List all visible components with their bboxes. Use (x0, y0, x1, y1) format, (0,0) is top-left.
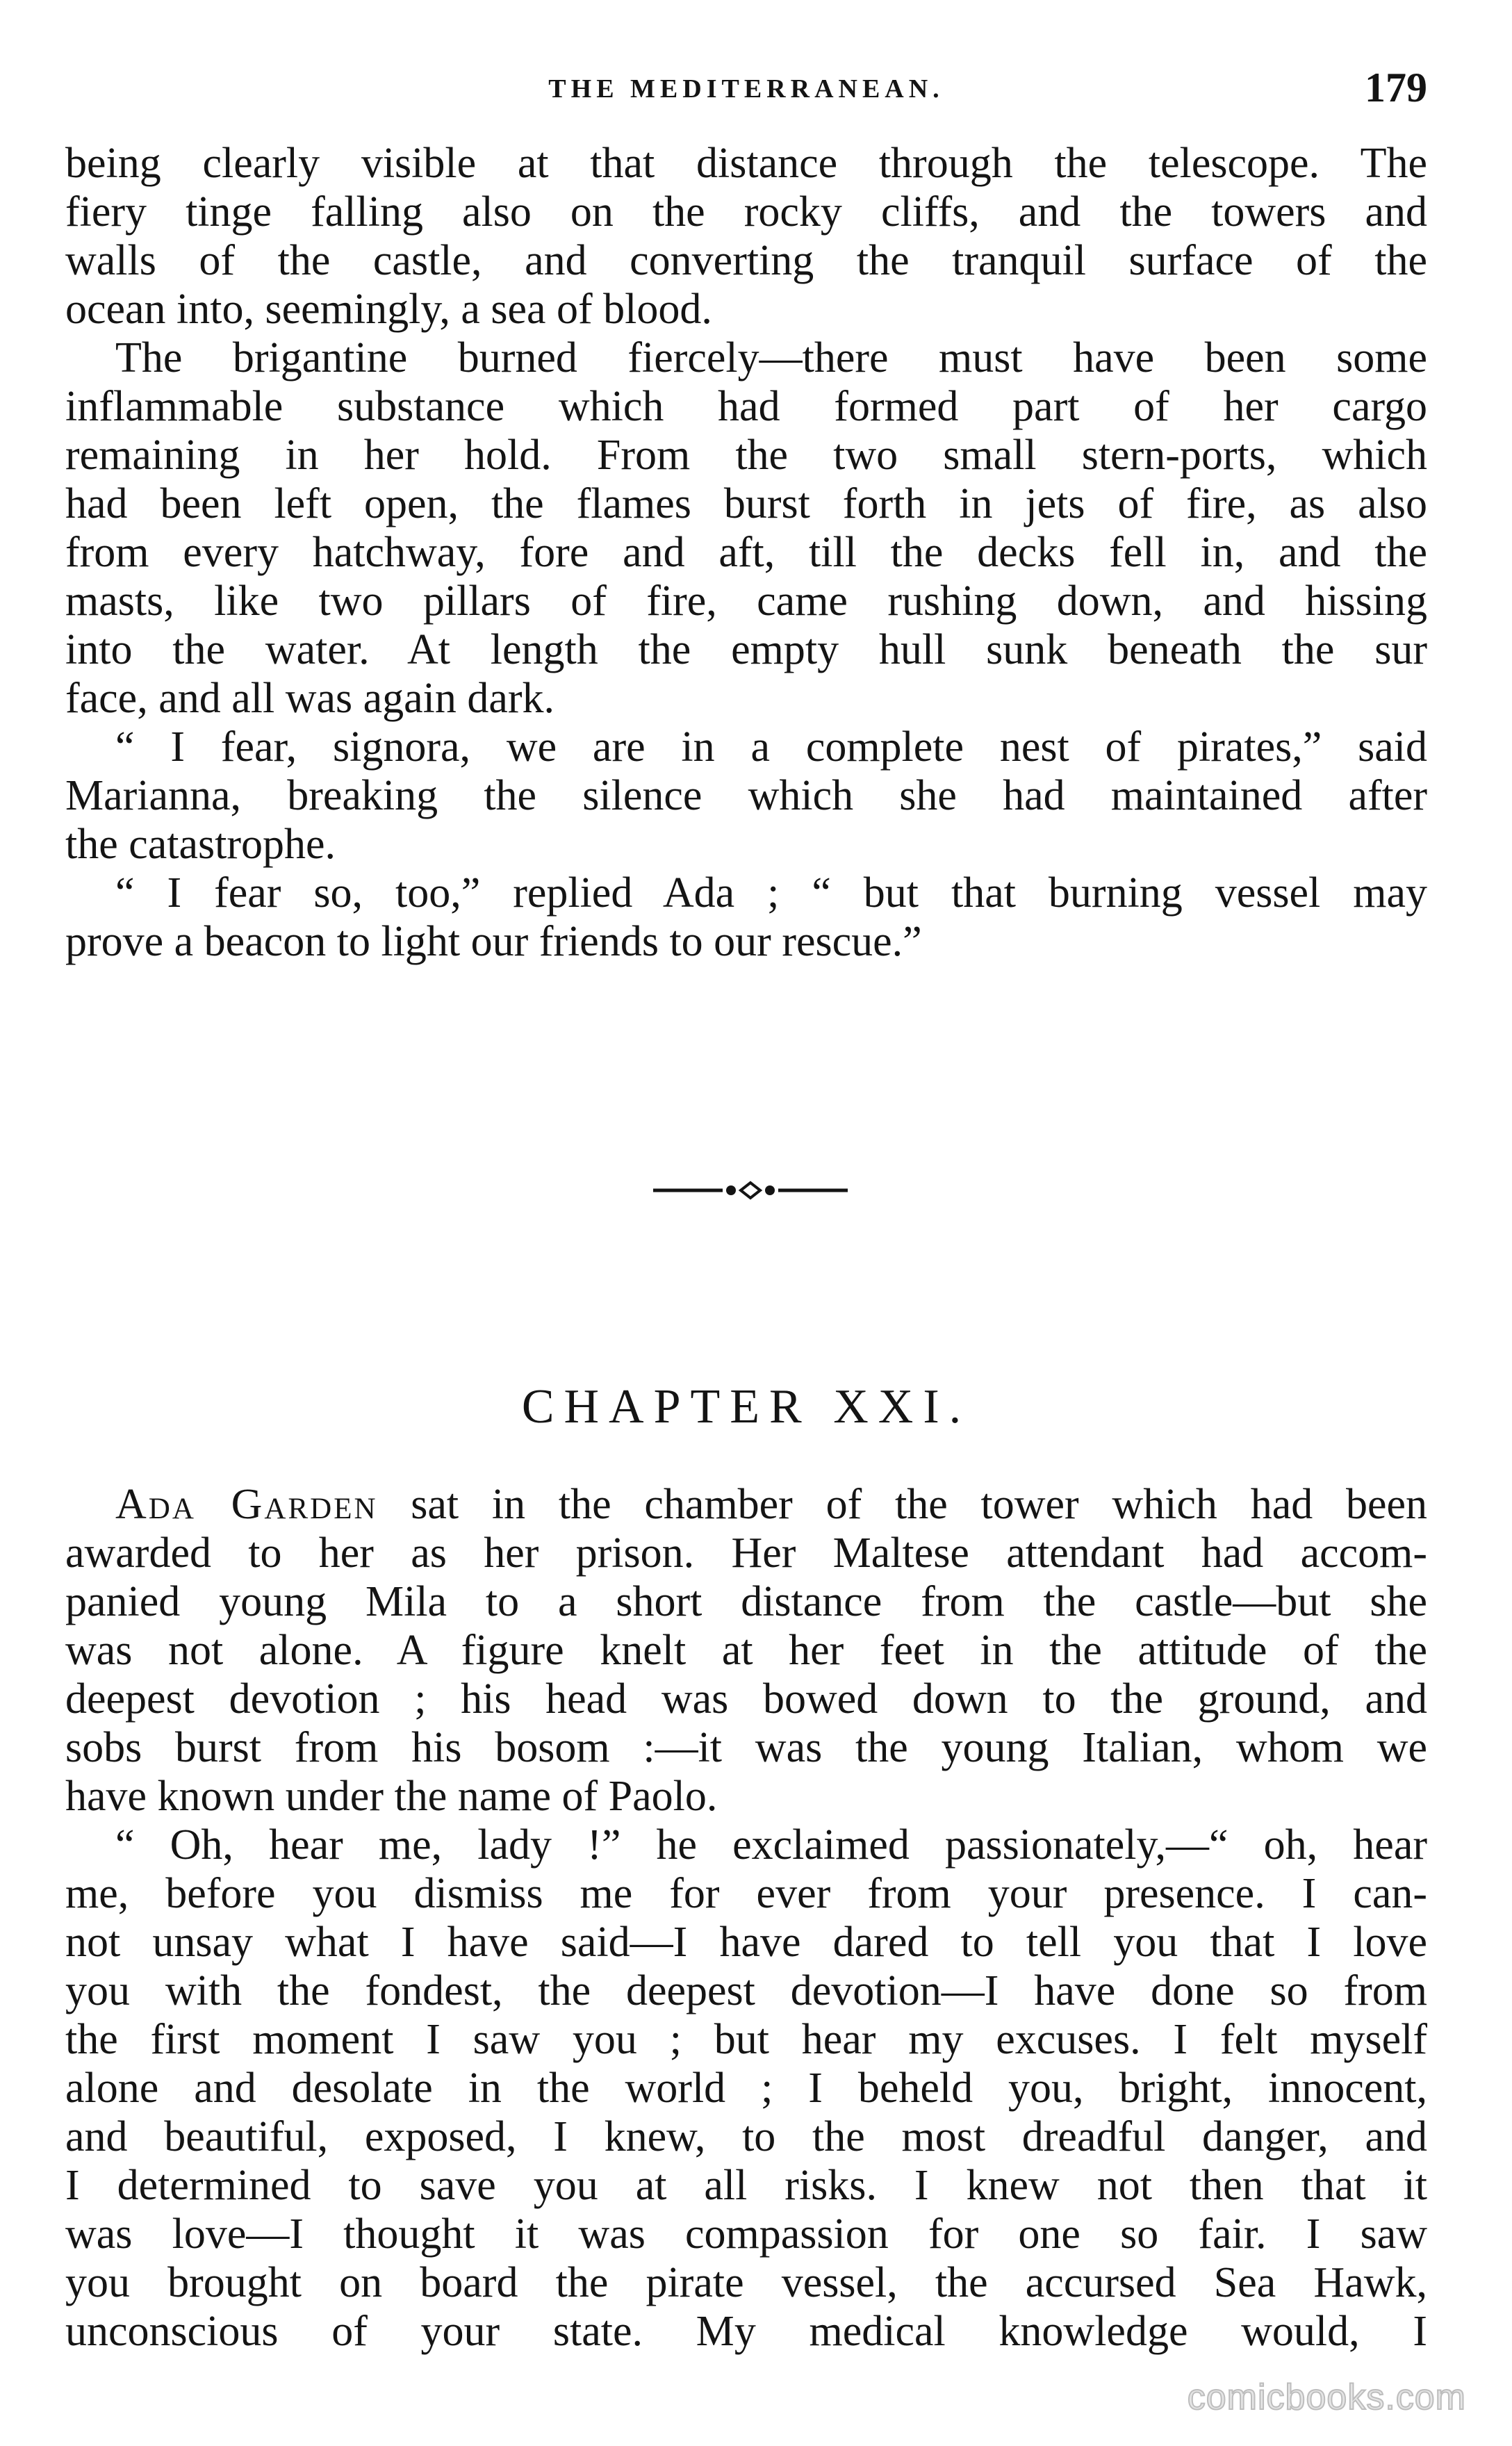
text-line: prove a beacon to light our friends to our rescue.” (65, 918, 922, 965)
text-line: the first moment I saw you ; but hear my excuses. I felt myself (65, 2016, 1427, 2063)
text-line: Marianna, breaking the silence which she had maintained after (65, 772, 1427, 819)
text-line: inflammable substance which had formed part of her cargo (65, 383, 1427, 430)
text-line: and beautiful, exposed, I knew, to the most dreadful danger, and (65, 2113, 1427, 2160)
text-line: was love—I thought it was compassion for one so fair. I saw (65, 2210, 1427, 2258)
chapter-text (65, 1480, 1427, 2356)
text-line: fiery tinge falling also on the rocky cliffs, and the towers and (65, 188, 1427, 236)
page-number: 179 (1365, 65, 1427, 110)
chapter-lead-in: Ada Garden (115, 1481, 378, 1528)
text-line: you with the fondest, the deepest devotion—I have done so from (65, 1967, 1427, 2014)
text-line: was not alone. A figure knelt at her feet in the attitude of the (65, 1627, 1427, 1674)
text-line (65, 1480, 1427, 1529)
watermark: comicbooks.com (1187, 2377, 1466, 2418)
text-line: into the water. At length the empty hull sunk beneath the sur (65, 626, 1427, 673)
text-line: remaining in her hold. From the two small stern-ports, which (65, 432, 1427, 479)
text-line: the catastrophe. (65, 821, 336, 868)
text-line: “ I fear, signora, we are in a complete nest of pirates,” said (115, 723, 1427, 771)
text-line: not unsay what I have said—I have dared to tell you that I love (65, 1919, 1427, 1966)
text-line: awarded to her as her prison. Her Maltese attendant had accom- (65, 1529, 1427, 1577)
text-line: I determined to save you at all risks. I knew not then that it (65, 2162, 1427, 2209)
text-line: had been left open, the flames burst forth in jets of fire, as also (65, 480, 1427, 527)
chapter-heading: CHAPTER XXI. (521, 1380, 971, 1434)
text-line: me, before you dismiss me for ever from your presence. I can- (65, 1870, 1427, 1917)
text-line: The brigantine burned fiercely—there must have been some (115, 334, 1427, 381)
text-line: panied young Mila to a short distance from the castle—but she (65, 1578, 1427, 1625)
text-line: “ I fear so, too,” replied Ada ; “ but that burning vessel may (115, 869, 1427, 917)
text-line: alone and desolate in the world ; I beheld you, bright, innocent, (65, 2065, 1427, 2112)
running-head (65, 61, 1427, 124)
running-title: THE MEDITERRANEAN. (548, 74, 944, 104)
first-line-rest: sat in the chamber of the tower which had been (377, 1481, 1427, 1528)
text-line: being clearly visible at that distance through the telescope. The (65, 140, 1427, 187)
text-line: ocean into, seemingly, a sea of blood. (65, 286, 712, 333)
text-line: face, and all was again dark. (65, 675, 555, 722)
text-line: you brought on board the pirate vessel, the accursed Sea Hawk, (65, 2259, 1427, 2306)
text-line: masts, like two pillars of fire, came rushing down, and hissing (65, 577, 1427, 625)
text-line: “ Oh, hear me, lady !” he exclaimed passionately,—“ oh, hear (115, 1821, 1427, 1869)
section-a-text (65, 139, 1427, 966)
text-line: have known under the name of Paolo. (65, 1773, 718, 1820)
text-line: walls of the castle, and converting the tranquil surface of the (65, 237, 1427, 284)
section-divider-ornament (653, 1180, 848, 1201)
text-line: unconscious of your state. My medical knowledge would, I (65, 2308, 1427, 2355)
text-line: sobs burst from his bosom :—it was the young Italian, whom we (65, 1724, 1427, 1771)
text-line: from every hatchway, fore and aft, till the decks fell in, and the (65, 529, 1427, 576)
text-line: deepest devotion ; his head was bowed down to the ground, and (65, 1675, 1427, 1723)
